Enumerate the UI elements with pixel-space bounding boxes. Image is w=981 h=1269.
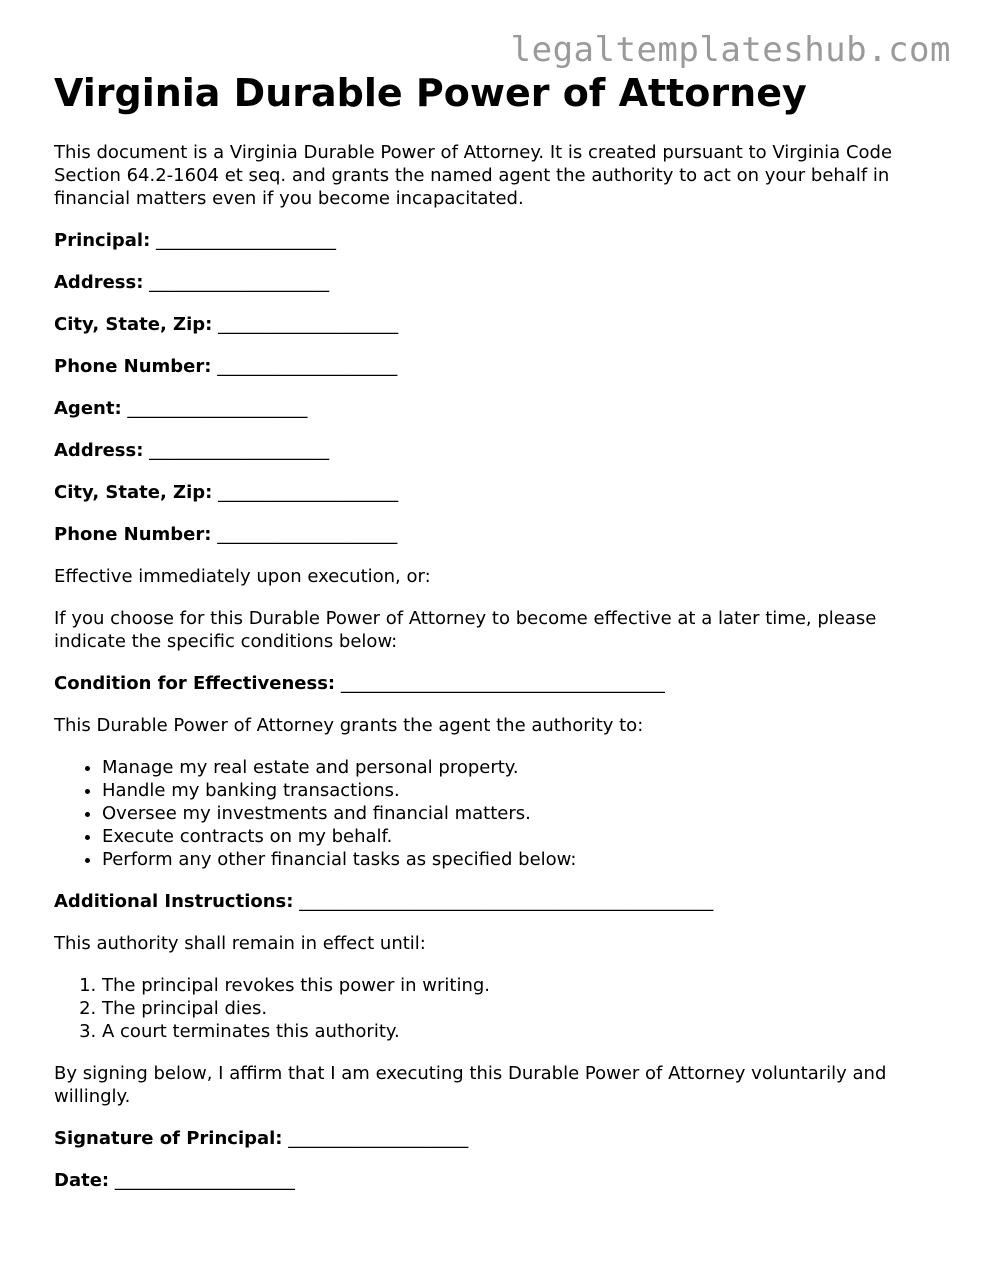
remain-intro: This authority shall remain in effect until: (54, 933, 426, 954)
field-blank: ____________________ (218, 482, 399, 503)
list-item: • Execute contracts on my behalf. (102, 825, 934, 848)
additional-instructions-field (54, 890, 934, 913)
list-item: 3. A court terminates this authority. (102, 1020, 934, 1043)
field-blank: ____________________ (149, 440, 330, 461)
principal-name-field (54, 229, 934, 252)
date-field (54, 1169, 934, 1192)
field-label: Address: (54, 440, 144, 461)
field-blank: ____________________ (288, 1128, 469, 1149)
field-label: Signature of Principal: (54, 1128, 283, 1149)
field-blank: ____________________________________ (340, 673, 665, 694)
list-item: 1. The principal revokes this power in writing. (102, 974, 934, 997)
list-item: • Perform any other financial tasks as specified below: (102, 848, 934, 871)
affirmation-text: By signing below, I affirm that I am executing this Durable Power of Attorney voluntarily and willingly. (54, 1063, 887, 1107)
field-blank: ____________________ (127, 398, 308, 419)
field-blank: ____________________ (156, 230, 337, 251)
agent-phone-field (54, 523, 934, 546)
principal-city-field (54, 313, 934, 336)
principal-phone-field (54, 355, 934, 378)
field-label: Phone Number: (54, 524, 212, 545)
agent-city-field (54, 481, 934, 504)
field-blank: ____________________ (217, 356, 398, 377)
agent-name-field (54, 397, 934, 420)
list-item: 2. The principal dies. (102, 997, 934, 1020)
field-label: City, State, Zip: (54, 482, 213, 503)
list-item: • Handle my banking transactions. (102, 779, 934, 802)
field-label: Phone Number: (54, 356, 212, 377)
field-label: City, State, Zip: (54, 314, 213, 335)
watermark: legaltemplateshub.com (510, 30, 951, 70)
list-item: • Manage my real estate and personal property. (102, 756, 934, 779)
principal-address-field (54, 271, 934, 294)
grants-intro: This Durable Power of Attorney grants the agent the authority to: (54, 715, 644, 736)
field-label: Address: (54, 272, 144, 293)
field-label: Agent: (54, 398, 122, 419)
field-blank: ____________________ (217, 524, 398, 545)
document-body (54, 70, 934, 1192)
effective-immediately-text: Effective immediately upon execution, or: (54, 566, 431, 587)
field-label: Additional Instructions: (54, 891, 294, 912)
signature-field (54, 1127, 934, 1150)
agent-address-field (54, 439, 934, 462)
field-label: Date: (54, 1170, 110, 1191)
field-blank: ______________________________________________ (299, 891, 714, 912)
field-blank: ____________________ (218, 314, 399, 335)
list-item: • Oversee my investments and financial matters. (102, 802, 934, 825)
field-label: Principal: (54, 230, 151, 251)
field-blank: ____________________ (114, 1170, 295, 1191)
later-time-text: If you choose for this Durable Power of Attorney to become effective at a later time, please indicate the specific conditions below: (54, 608, 877, 652)
condition-field (54, 672, 934, 695)
intro-paragraph: This document is a Virginia Durable Power of Attorney. It is created pursuant to Virginia Code Section 64.2-1604 et seq. and grants the named agent the authority to act on your behalf in financial matters even if you become incapacitated. (54, 142, 893, 209)
field-label: Condition for Effectiveness: (54, 673, 336, 694)
terminations-list (54, 974, 934, 1043)
document-title: Virginia Durable Power of Attorney (54, 71, 807, 115)
field-blank: ____________________ (149, 272, 330, 293)
powers-list (54, 756, 934, 871)
